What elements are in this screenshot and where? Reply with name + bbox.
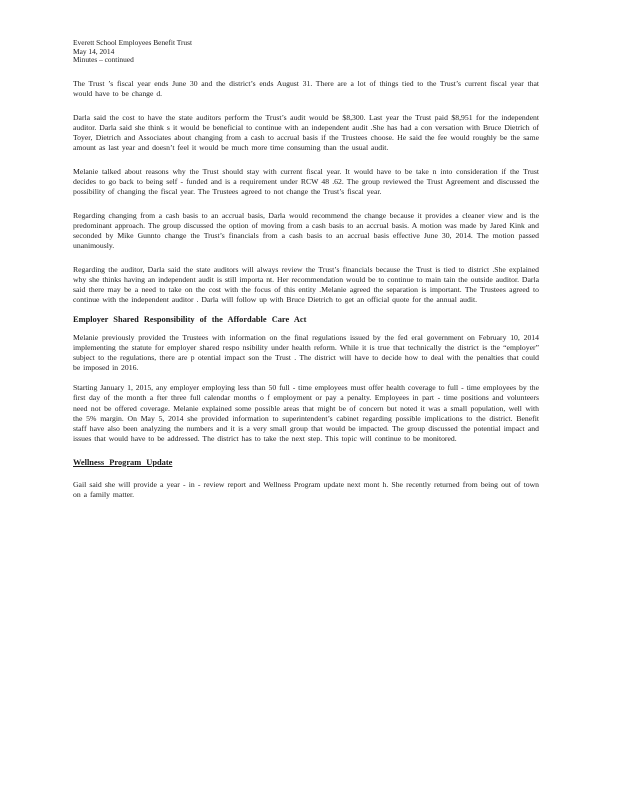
paragraph-audit-cost: Darla said the cost to have the state auditors perform the Trust’s audit would be $8,300. Last year the Trust paid $8,951 for the independent auditor. Darla said she think s it would be beneficial to continue with an independent audit .She has had a con versation with Bruce Dietrich of Toyer, Dietrich and Associates about changing from a cash to accrual basis if the Trustees choose. He said the fee would roughly be the same amount as last year and doesn’t feel it would be much more time consuming than the usual audit.	[73, 112, 539, 153]
paragraph-aca-regulations: Melanie previously provided the Trustees with information on the final regulations issued by the fed eral government on February 10, 2014 implementing the statute for employer shared respo nsibility under health reform. While it is true that technically the district is the “employer” subject to the regulations, there are p otential impact son the Trust . The district will have to decide how to deal with the penalties that could be imposed in 2016.	[73, 332, 539, 373]
paragraph-accrual-basis-motion: Regarding changing from a cash basis to an accrual basis, Darla would recommend the change because it provides a cleaner view and is the predominant approach. The group discussed the option of moving from a cash basis to an accrual basis. A motion was made by Jared Kink and seconded by Mike Gunnto change the Trust’s financials from a cash basis to an accrual basis effective June 30, 2014. The motion passed unanimously.	[73, 210, 539, 250]
paragraph-fiscal-year: The Trust ’s fiscal year ends June 30 and the district’s ends August 31. There are a lot of things tied to the Trust’s current fiscal year that would have to be change d.	[73, 79, 539, 99]
page-header	[73, 39, 273, 65]
paragraph-wellness-update: Gail said she will provide a year - in - review report and Wellness Program update next mont h. She recently returned from being out of town on a family matter.	[73, 479, 539, 499]
paragraph-fiscal-year-decision: Melanie talked about reasons why the Trust should stay with current fiscal year. It would have to be take n into consideration if the Trust decides to go back to being self - funded and is a requirement under RCW 48 .62. The group reviewed the Trust Agreement and discussed the possibility of changing the fiscal year. The Trustees agreed to not change the Trust’s fiscal year.	[73, 166, 539, 196]
paragraph-auditor: Regarding the auditor, Darla said the state auditors will always review the Trust’s financials because the Trust is tied to district .She explained why she thinks having an independent audit is still importa nt. Her recommendation would be to continue to main tain the outside auditor. Darla said there may be a need to take on the cost with the focus of this entity .Melanie agreed the separation is important. The Trustees agreed to continue with the independent auditor . Darla will follow up with Bruce Dietrich to get an official quote for the annual audit.	[73, 264, 540, 304]
section-heading-employer-shared-responsibility: Employer Shared Responsibility of the Affordable Care Act	[73, 314, 307, 324]
header-trust-name: Everett School Employees Benefit Trust	[73, 38, 193, 47]
paragraph-aca-employer-coverage: Starting January 1, 2015, any employer employing less than 50 full - time employees must offer health coverage to full - time employees by the first day of the month a fter three full calendar months o f employment or pay a penalty. Employees in part - time positions and volunteers need not be offered coverage. Melanie explained some possible areas that might be of concern but noted it was a small population, well with the 5% margin. On May 5, 2014 she provided information to superintendent’s cabinet regarding possible implications to the district. Benefit staff have also been analyzing the numbers and it is a very small group that would be impacted. The group discussed the potential impact and issues that would have to be addressed. The district has to take the next step. This topic will continue to be monitored.	[73, 383, 539, 443]
document-body	[73, 79, 539, 513]
header-minutes-label: Minutes – continued	[73, 55, 134, 65]
header-date: May 14, 2014	[73, 46, 115, 56]
section-heading-wellness-program: Wellness Program Update	[73, 457, 173, 467]
